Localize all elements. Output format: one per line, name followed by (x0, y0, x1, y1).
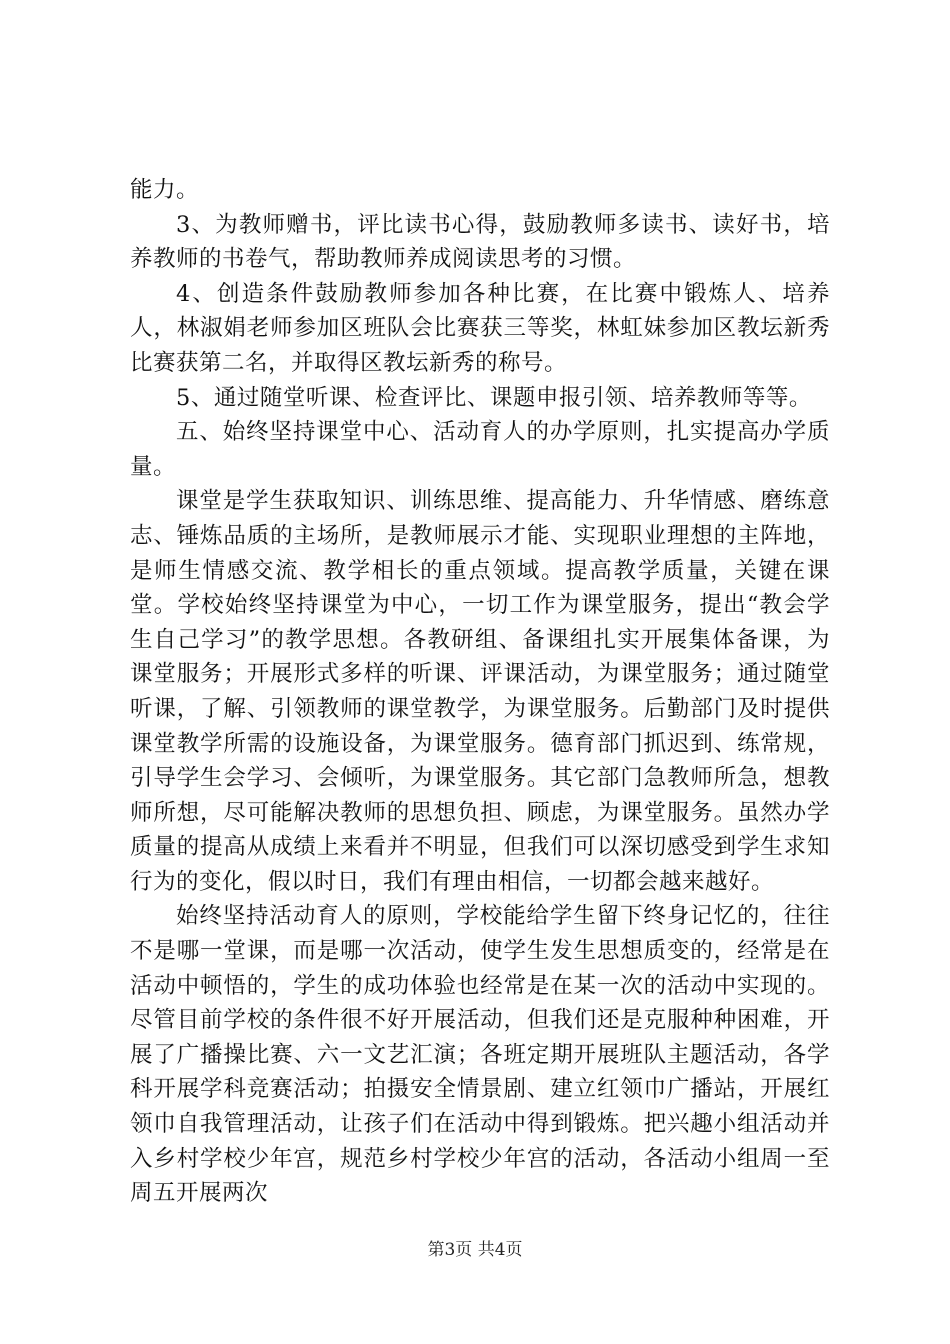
paragraph-activities: 始终坚持活动育人的原则，学校能给学生留下终身记忆的，往往不是哪一堂课，而是哪一次活动，使学生发生思想质变的，经常是在活动中顿悟的，学生的成功体验也经常是在某一次的活动中实现的。尽管目前学校的条件很不好开展活动，但我们还是克服种种困难，开展了广播操比赛、六一文艺汇演；各班定期开展班队主题活动，各学科开展学科竞赛活动；拍摄安全情景剧、建立红领巾广播站，开展红领巾自我管理活动，让孩子们在活动中得到锻炼。把兴趣小组活动并入乡村学校少年宫，规范乡村学校少年宫的活动，各活动小组周一至周五开展两次 (130, 903, 830, 1207)
paragraph-item-5: 5、通过随堂听课、检查评比、课题申报引领、培养教师等等。 (176, 384, 812, 411)
section-heading-five: 五、始终坚持课堂中心、活动育人的办学原则，扎实提高办学质量。 (130, 419, 830, 480)
document-body (130, 173, 830, 1211)
page-footer: 第3页 共4页 (427, 1240, 523, 1260)
paragraph-item-4: 4、创造条件鼓励教师参加各种比赛，在比赛中锻炼人、培养人，林淑娟老师参加区班队会比赛获三等奖，林虹妹参加区教坛新秀比赛获第二名，并取得区教坛新秀的称号。 (130, 280, 830, 376)
paragraph-item-3: 3、为教师赠书，评比读书心得，鼓励教师多读书、读好书，培养教师的书卷气，帮助教师养成阅读思考的习惯。 (130, 211, 830, 273)
paragraph-continuation: 能力。 (130, 177, 200, 203)
paragraph-classroom: 课堂是学生获取知识、训练思维、提高能力、升华情感、磨练意志、锤炼品质的主场所，是教师展示才能、实现职业理想的主阵地，是师生情感交流、教学相长的重点领域。提高教学质量，关键在课堂。学校始终坚持课堂为中心，一切工作为课堂服务，提出“教会学生自己学习”的教学思想。各教研组、备课组扎实开展集体备课，为课堂服务；开展形式多样的听课、评课活动，为课堂服务；通过随堂听课，了解、引领教师的课堂教学，为课堂服务。后勤部门及时提供课堂教学所需的设施设备，为课堂服务。德育部门抓迟到、练常规，引导学生会学习、会倾听，为课堂服务。其它部门急教师所急，想教师所想，尽可能解决教师的思想负担、顾虑，为课堂服务。虽然办学质量的提高从成绩上来看并不明显，但我们可以深切感受到学生求知行为的变化，假以时日，我们有理由相信，一切都会越来越好。 (130, 488, 830, 895)
